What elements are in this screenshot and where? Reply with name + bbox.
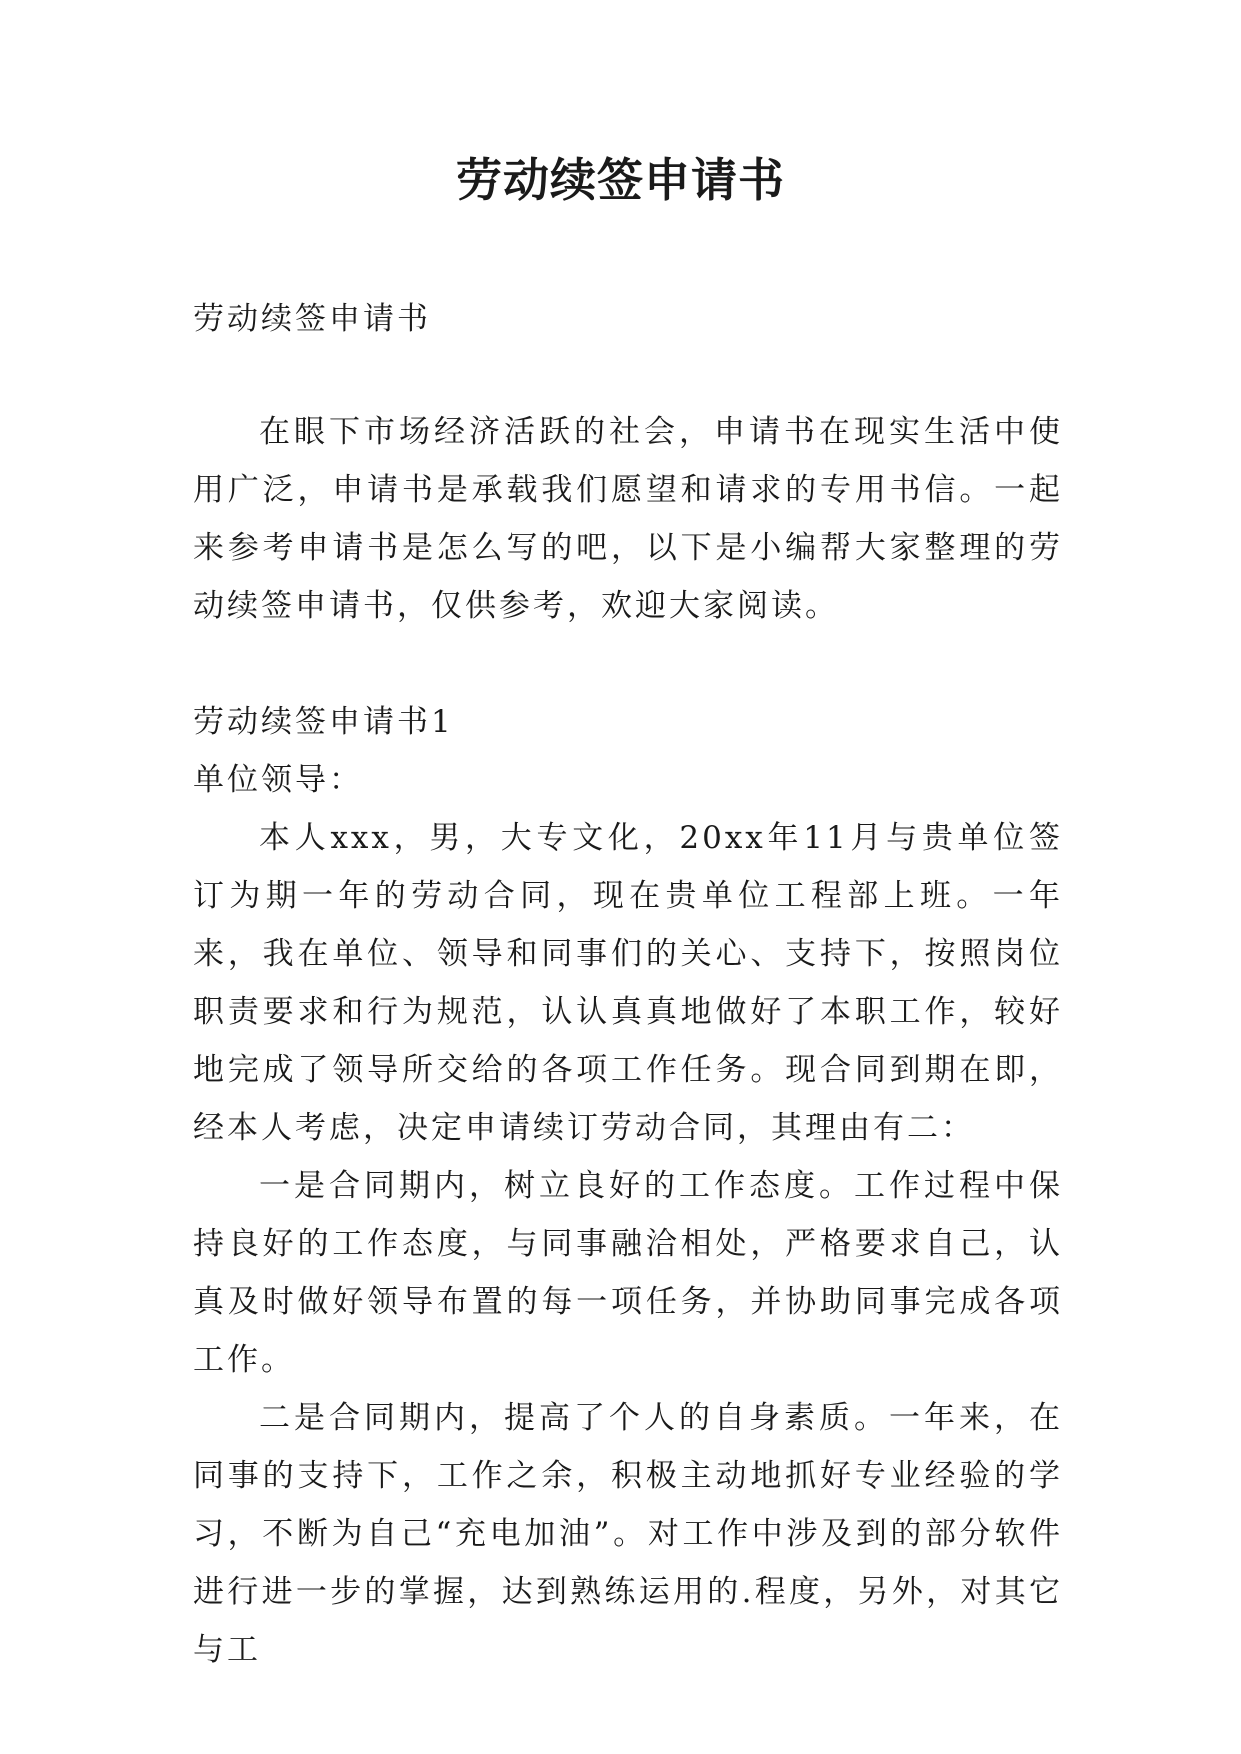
body-paragraph: 本人xxx，男，大专文化，20xx年11月与贵单位签订为期一年的劳动合同，现在贵单位工程部上班。一年来，我在单位、领导和同事们的关心、支持下，按照岗位职责要求和行为规范，认认真真地做好了本职工作，较好地完成了领导所交给的各项工作任务。现合同到期在即，经本人考虑，决定申请续订劳动合同，其理由有二：	[193, 820, 1063, 1146]
intro-paragraph: 在眼下市场经济活跃的社会，申请书在现实生活中使用广泛，申请书是承载我们愿望和请求的专用书信。一起来参考申请书是怎么写的吧，以下是小编帮大家整理的劳动续签申请书，仅供参考，欢迎大家阅读。	[193, 414, 1063, 624]
body-paragraph: 二是合同期内，提高了个人的自身素质。一年来，在同事的支持下，工作之余，积极主动地抓好专业经验的学习，不断为自己“充电加油”。对工作中涉及到的部分软件进行进一步的掌握，达到熟练运用的.程度，另外，对其它与工	[193, 1400, 1063, 1668]
letter-section	[193, 693, 1063, 1679]
section-heading: 劳动续签申请书1	[193, 704, 454, 740]
body-paragraph: 一是合同期内，树立良好的工作态度。工作过程中保持良好的工作态度，与同事融洽相处，严格要求自己，认真及时做好领导布置的每一项任务，并协助同事完成各项工作。	[193, 1168, 1063, 1378]
intro-block	[193, 403, 1063, 635]
subtitle-text: 劳动续签申请书	[193, 301, 431, 337]
document-subtitle	[193, 290, 1063, 348]
document-title: 劳动续签申请书	[456, 153, 785, 207]
salutation: 单位领导：	[193, 762, 363, 798]
